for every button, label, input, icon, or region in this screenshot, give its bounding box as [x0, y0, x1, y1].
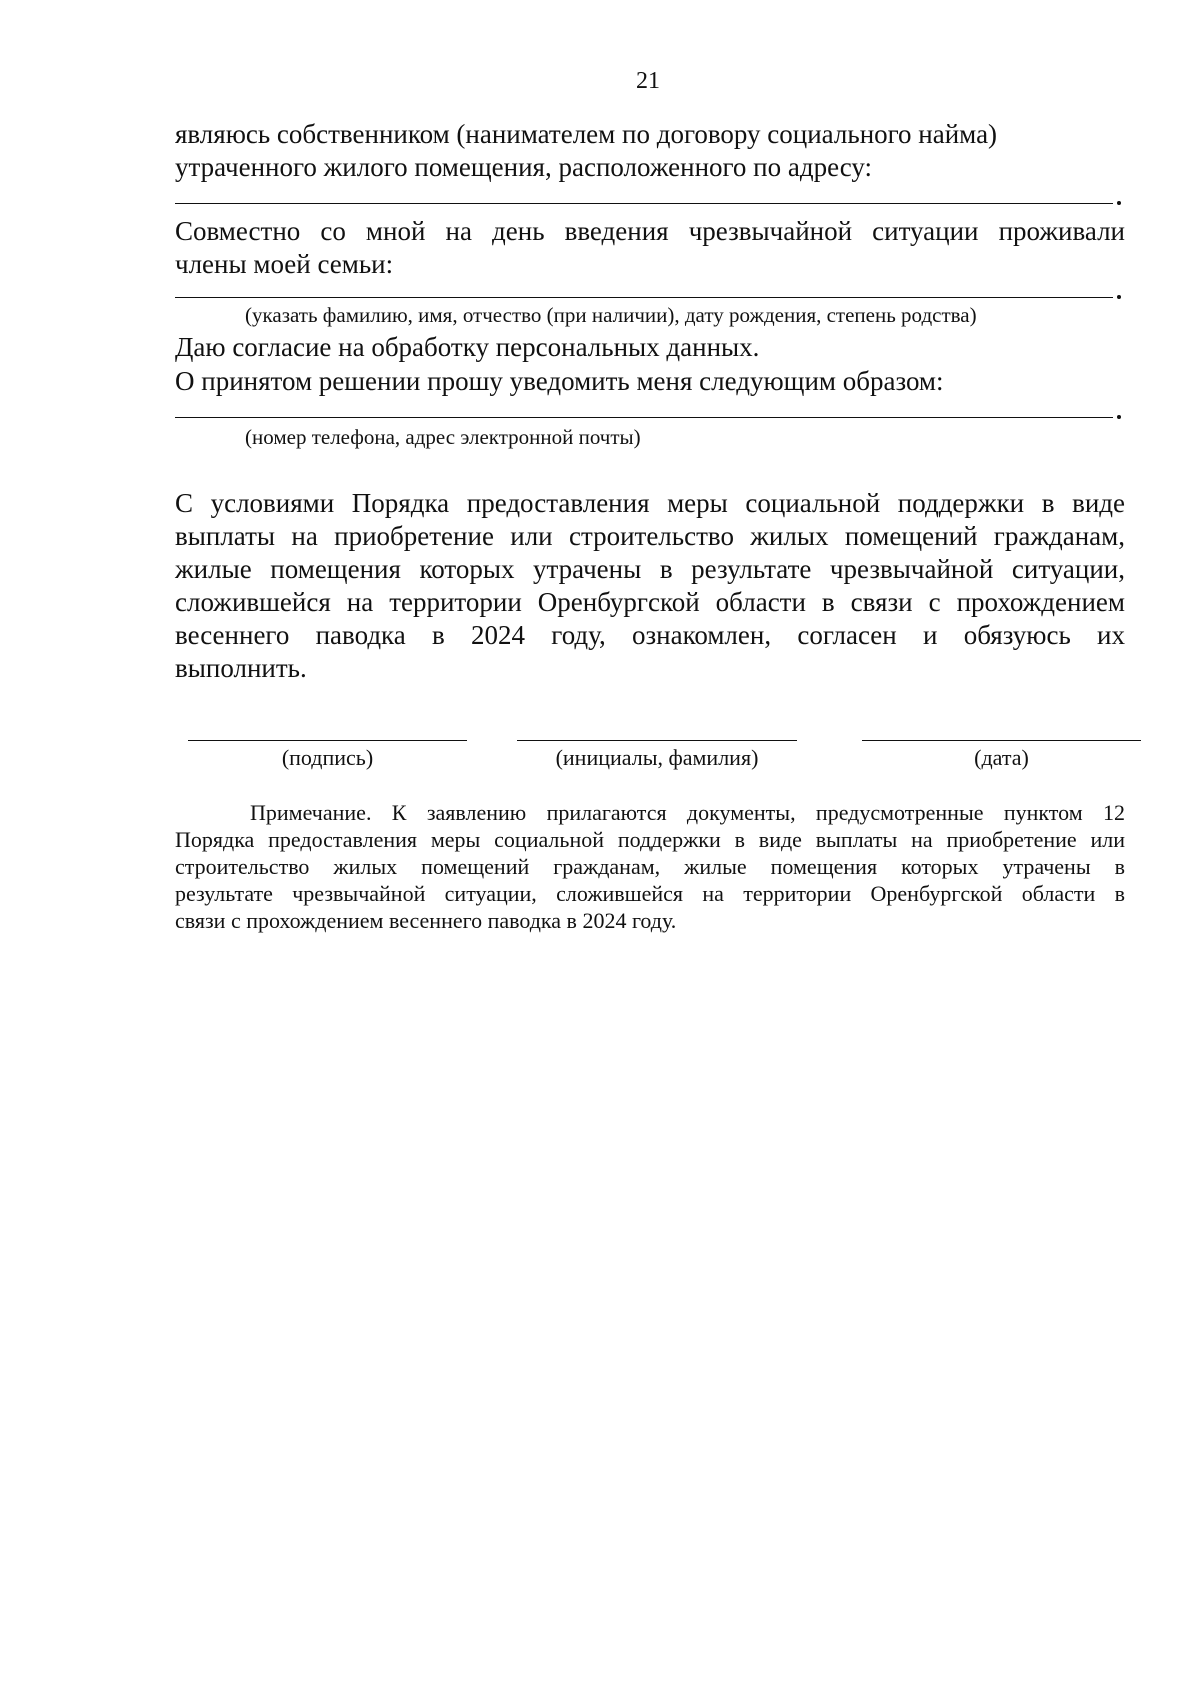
- consent-line: Даю согласие на обработку персональных данных.: [175, 332, 760, 362]
- contact-caption: (номер телефона, адрес электронной почты): [245, 425, 641, 449]
- name-caption: (инициалы, фамилия): [555, 745, 759, 770]
- conditions-line: весеннего паводка в 2024 году, ознакомлен, согласен и обязуюсь их: [175, 620, 1125, 650]
- conditions-line: жилые помещения которых утрачены в результате чрезвычайной ситуации,: [175, 554, 1125, 584]
- family-fill-line: [175, 297, 1113, 298]
- family-statement-line-2: члены моей семьи:: [175, 249, 394, 279]
- conditions-line: выплаты на приобретение или строительство жилых помещений гражданам,: [175, 521, 1125, 551]
- conditions-line: сложившейся на территории Оренбургской области в связи с прохождением: [175, 587, 1125, 617]
- date-fill-line: [862, 740, 1141, 741]
- signature-caption: (подпись): [281, 745, 374, 770]
- family-caption: (указать фамилию, имя, отчество (при наличии), дату рождения, степень родства): [245, 303, 977, 327]
- page-number: 21: [636, 68, 660, 94]
- note-line: Порядка предоставления меры социальной поддержки в виде выплаты на приобретение или: [175, 827, 1125, 852]
- notify-line: О принятом решении прошу уведомить меня следующим образом:: [175, 366, 944, 396]
- note-paragraph: [175, 799, 1125, 934]
- conditions-paragraph: [175, 487, 1125, 685]
- address-fill-line: [175, 203, 1113, 204]
- note-line: результате чрезвычайной ситуации, сложившейся на территории Оренбургской области в: [175, 881, 1125, 906]
- contact-fill-line: [175, 417, 1113, 418]
- signature-fill-line: [188, 740, 467, 741]
- note-line: Примечание. К заявлению прилагаются документы, предусмотренные пунктом 12: [250, 800, 1125, 825]
- conditions-line: выполнить.: [175, 653, 307, 683]
- family-fill-dot: [1117, 295, 1121, 299]
- note-line: строительство жилых помещений гражданам, жилые помещения которых утрачены в: [175, 854, 1125, 879]
- contact-fill-dot: [1117, 415, 1121, 419]
- owner-statement-line-2: утраченного жилого помещения, расположенного по адресу:: [175, 152, 873, 182]
- family-statement-line-1: Совместно со мной на день введения чрезвычайной ситуации проживали: [175, 216, 1125, 246]
- name-fill-line: [517, 740, 797, 741]
- family-statement: [175, 215, 1125, 281]
- owner-statement-line-1: являюсь собственником (нанимателем по договору социального найма): [175, 119, 998, 149]
- note-line: связи с прохождением весеннего паводка в 2024 году.: [175, 908, 677, 933]
- conditions-line: С условиями Порядка предоставления меры социальной поддержки в виде: [175, 488, 1125, 518]
- address-fill-dot: [1117, 201, 1121, 205]
- date-caption: (дата): [974, 745, 1029, 770]
